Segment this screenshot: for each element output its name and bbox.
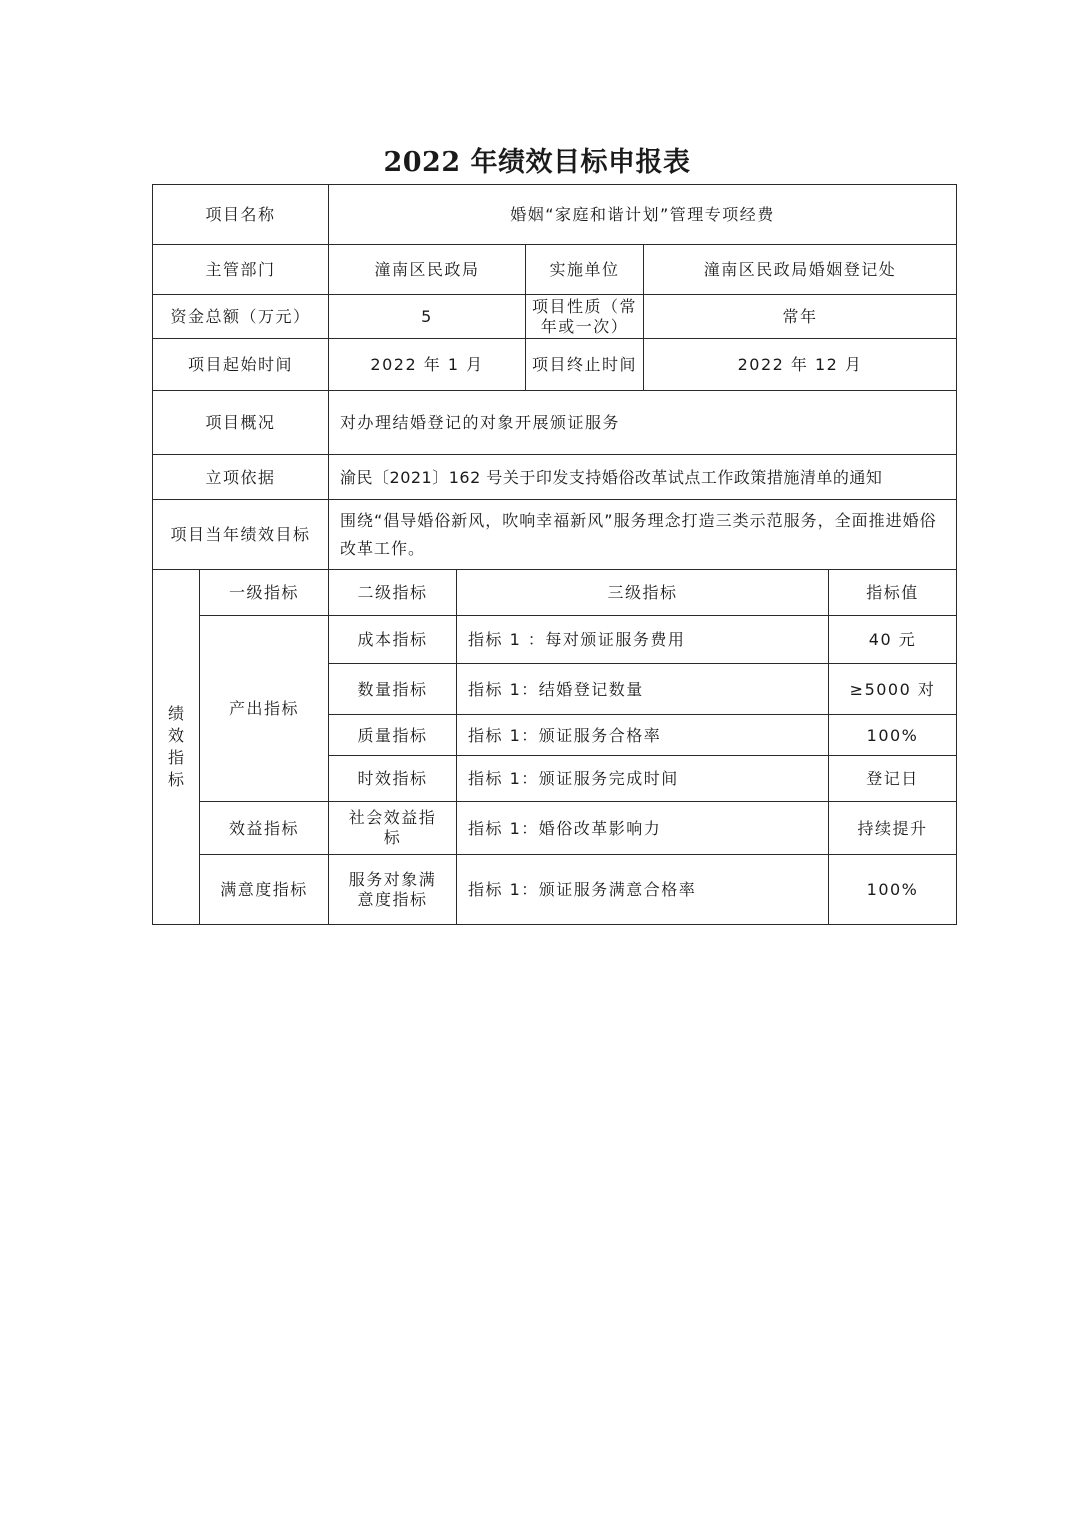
level2-cell: 时效指标 (329, 756, 457, 802)
level2-cell: 数量指标 (329, 664, 457, 715)
project-name-label: 项目名称 (153, 185, 329, 245)
output-indicator-label: 产出指标 (200, 616, 329, 802)
value-cell: 100% (829, 855, 957, 925)
row-annual-goal (153, 500, 957, 570)
header-level1: 一级指标 (200, 570, 329, 616)
annual-goal-label: 项目当年绩效目标 (153, 500, 329, 570)
end-time-value: 2022 年 12 月 (644, 339, 957, 391)
row-basis (153, 455, 957, 500)
header-level2: 二级指标 (329, 570, 457, 616)
row-period (153, 339, 957, 391)
implementer-value: 潼南区民政局婚姻登记处 (644, 245, 957, 295)
header-value: 指标值 (829, 570, 957, 616)
start-time-label: 项目起始时间 (153, 339, 329, 391)
start-time-value: 2022 年 1 月 (329, 339, 526, 391)
value-cell: 100% (829, 715, 957, 756)
level2-cell: 成本指标 (329, 616, 457, 664)
value-cell: 40 元 (829, 616, 957, 664)
level3-cell: 指标 1：颁证服务满意合格率 (457, 855, 829, 925)
overview-label: 项目概况 (153, 391, 329, 455)
annual-goal-value: 围绕“倡导婚俗新风，吹响幸福新风”服务理念打造三类示范服务，全面推进婚俗改革工作。 (329, 500, 957, 570)
page-title: 2022 年绩效目标申报表 (383, 147, 691, 178)
row-project-name (153, 185, 957, 245)
table-row (153, 616, 957, 664)
level3-cell: 指标 1：结婚登记数量 (457, 664, 829, 715)
department-label: 主管部门 (153, 245, 329, 295)
benefit-indicator-label: 效益指标 (200, 802, 329, 855)
project-name-value: 婚姻“家庭和谐计划”管理专项经费 (329, 185, 957, 245)
indicators-section-label: 绩效指标 (153, 570, 200, 925)
end-time-label: 项目终止时间 (526, 339, 644, 391)
level2-cell: 质量指标 (329, 715, 457, 756)
fund-total-label: 资金总额（万元） (153, 295, 329, 339)
value-cell: 登记日 (829, 756, 957, 802)
indicator-header-row (153, 570, 957, 616)
overview-value: 对办理结婚登记的对象开展颁证服务 (329, 391, 957, 455)
satisfaction-indicator-label: 满意度指标 (200, 855, 329, 925)
row-overview (153, 391, 957, 455)
project-nature-value: 常年 (644, 295, 957, 339)
row-department (153, 245, 957, 295)
basis-label: 立项依据 (153, 455, 329, 500)
value-cell: ≥5000 对 (829, 664, 957, 715)
performance-target-table (152, 184, 957, 925)
level3-cell: 指标 1：颁证服务合格率 (457, 715, 829, 756)
fund-total-value: 5 (329, 295, 526, 339)
table-row (153, 802, 957, 855)
level3-cell: 指标 1：颁证服务完成时间 (457, 756, 829, 802)
basis-value: 渝民〔2021〕162 号关于印发支持婚俗改革试点工作政策措施清单的通知 (329, 455, 957, 500)
table-row (153, 855, 957, 925)
value-cell: 持续提升 (829, 802, 957, 855)
implementer-label: 实施单位 (526, 245, 644, 295)
row-funding (153, 295, 957, 339)
level3-cell: 指标 1：婚俗改革影响力 (457, 802, 829, 855)
project-nature-label: 项目性质（常年或一次） (526, 295, 644, 339)
level2-cell: 服务对象满意度指标 (329, 855, 457, 925)
level2-cell: 社会效益指标 (329, 802, 457, 855)
level3-cell: 指标 1 ：每对颁证服务费用 (457, 616, 829, 664)
department-value: 潼南区民政局 (329, 245, 526, 295)
header-level3: 三级指标 (457, 570, 829, 616)
